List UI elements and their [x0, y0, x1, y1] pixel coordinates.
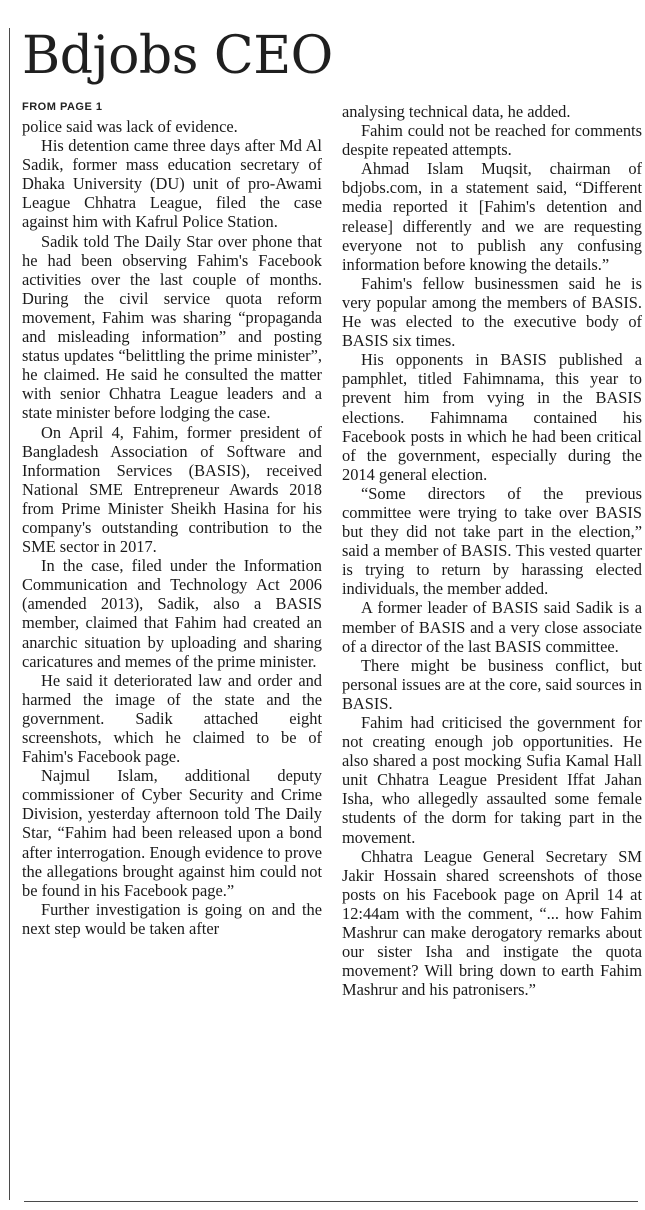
paragraph: His opponents in BASIS published a pamphlet, titled Fahimnama, this year to prevent him from vying in the BASIS elections. Fahimnama contained his Facebook posts in which he had been critical of the government, especially during the 2014 general election.: [342, 350, 642, 484]
paragraph: Fahim could not be reached for comments despite repeated attempts.: [342, 121, 642, 160]
continuation-kicker: FROM PAGE 1: [22, 101, 103, 113]
paragraph: Ahmad Islam Muqsit, chairman of bdjobs.com, in a statement said, “Different media reported it [Fahim's detention and release] differently and we are requesting everyone not to publish any confusing information before knowing the details.”: [342, 159, 642, 274]
bottom-rule: [24, 1201, 638, 1202]
headline: Bdjobs CEO: [22, 26, 333, 86]
paragraph: analysing technical data, he added.: [342, 102, 571, 121]
paragraph: Fahim had criticised the government for not creating enough job opportunities. He also shared a post mocking Sufia Kamal Hall unit Chhatra League President Iffat Jahan Isha, who allegedly assaulted some female students of the dorm for taking part in the movement.: [342, 713, 642, 847]
paragraph: Najmul Islam, additional deputy commissioner of Cyber Security and Crime Division, yesterday afternoon told The Daily Star, “Fahim had been released upon a bond after interrogation. Enough evidence to prove the allegations brought against him could not be found in his Facebook page.”: [22, 766, 322, 900]
paragraph: Fahim's fellow businessmen said he is very popular among the members of BASIS. He was elected to the executive body of BASIS six times.: [342, 273, 642, 351]
paragraph: police said was lack of evidence.: [22, 117, 238, 136]
paragraph: Sadik told The Daily Star over phone that he had been observing Fahim's Facebook activities over the last couple of months. During the civil service quota reform movement, Fahim was sharing “propaganda and misleading information” and posting status updates “belittling the prime minister”, he claimed. He said he consulted the matter with senior Chhatra League leaders and a state minister before lodging the case.: [22, 231, 322, 423]
paragraph: A former leader of BASIS said Sadik is a member of BASIS and a very close associate of a director of the last BASIS committee.: [342, 598, 642, 656]
paragraph: In the case, filed under the Information Communication and Technology Act 2006 (amended 2013), Sadik, also a BASIS member, claimed that Fahim had created an anarchic situation by uploading and sharing caricatures and memes of the prime minister.: [22, 556, 322, 671]
article-column-right: [342, 102, 642, 999]
paragraph: He said it deteriorated law and order and harmed the image of the state and the government. Sadik attached eight screenshots, which he claimed to be of Fahim's Facebook page.: [22, 670, 322, 767]
paragraph: Further investigation is going on and the next step would be taken after: [22, 899, 322, 938]
paragraph: “Some directors of the previous committee were trying to take over BASIS but they did not take part in the election,” said a member of BASIS. This vested quarter is trying to return by harassing elected individuals, the member added.: [342, 483, 642, 599]
left-column-rule: [9, 28, 10, 1200]
paragraph: Chhatra League General Secretary SM Jakir Hossain shared screenshots of those posts on his Facebook page on April 14 at 12:44am with the comment, “... how Fahim Mashrur can make derogatory remarks about our sister Isha and instigate the quota movement? Will bring down to earth Fahim Mashrur and his patronisers.”: [342, 846, 642, 1000]
paragraph: His detention came three days after Md Al Sadik, former mass education secretary of Dhaka University (DU) unit of pro-Awami League Chhatra League, filed the case against him with Kafrul Police Station.: [22, 136, 322, 232]
paragraph: On April 4, Fahim, former president of Bangladesh Association of Software and Information Services (BASIS), received National SME Entrepreneur Awards 2018 from Prime Minister Sheikh Hasina for his company's outstanding contribution to the SME sector in 2017.: [22, 422, 322, 557]
paragraph: There might be business conflict, but personal issues are at the core, said sources in BASIS.: [342, 655, 642, 713]
article-column-left: [22, 117, 322, 938]
